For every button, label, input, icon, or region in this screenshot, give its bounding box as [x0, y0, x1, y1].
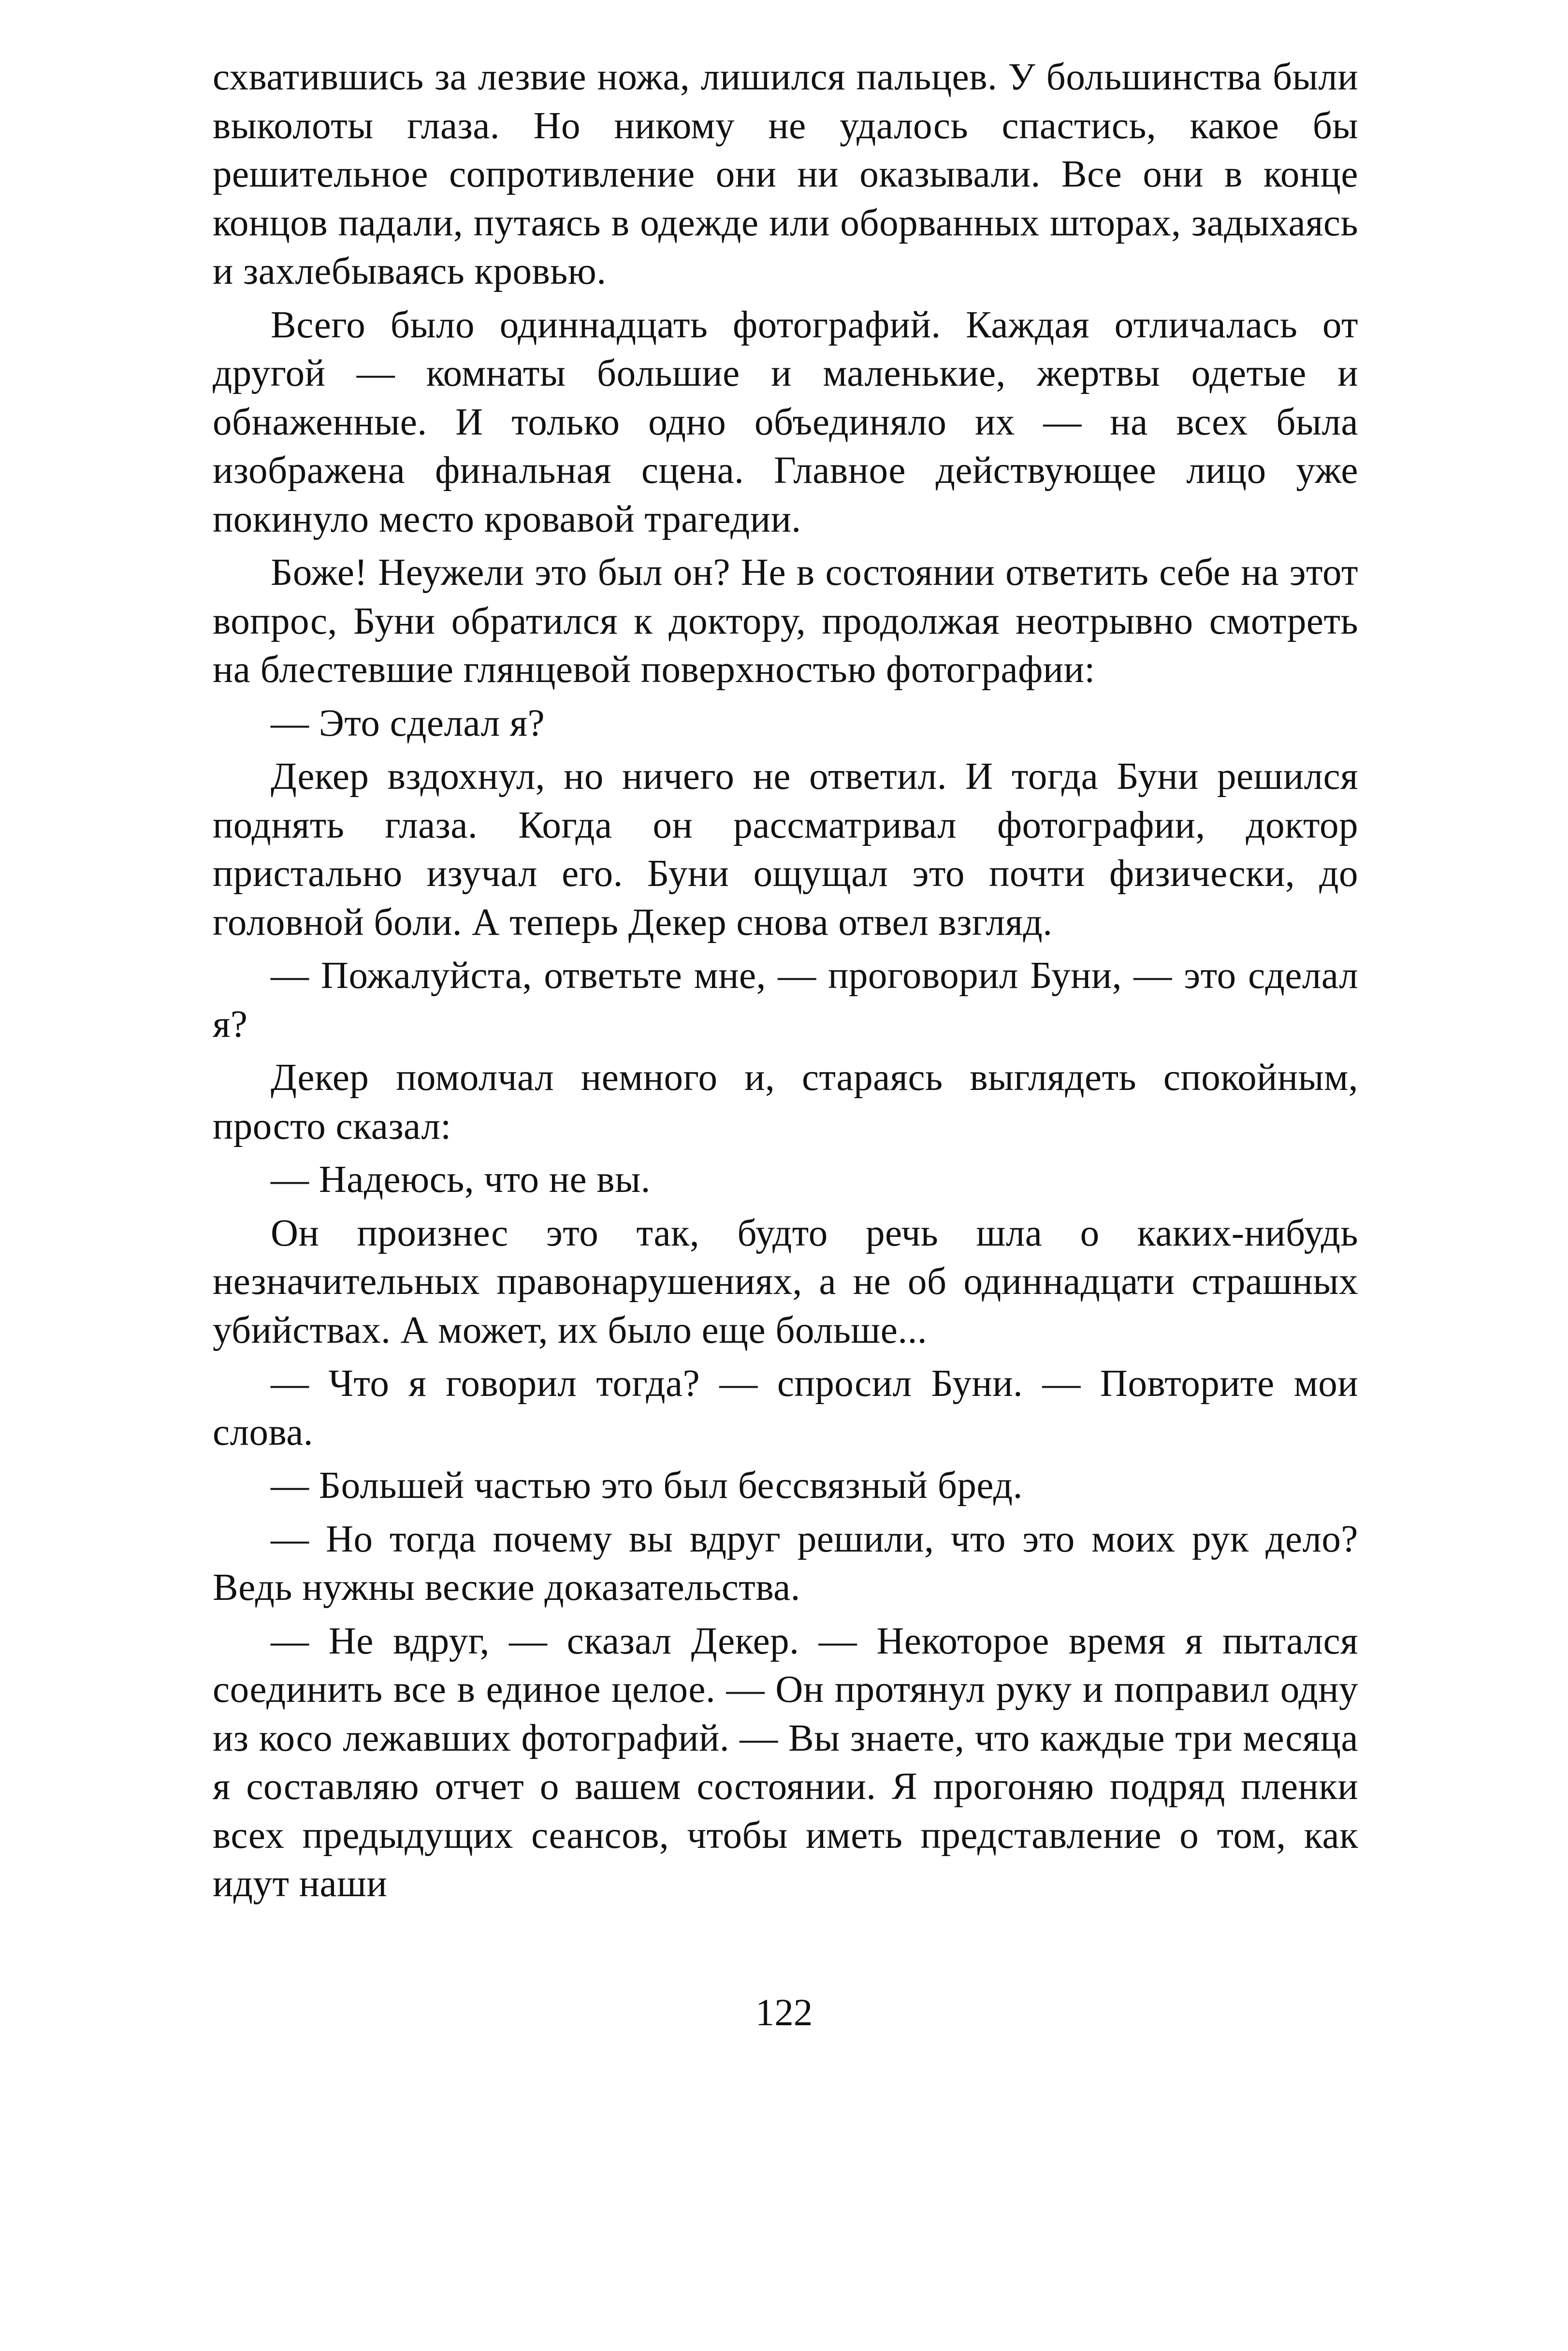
paragraph-6: — Пожалуйста, ответьте мне, — проговорил Буни, — это сделал я? [213, 955, 1358, 1045]
paragraph-13: — Не вдруг, — сказал Декер. — Некоторое время я пытался соединить все в единое целое. — Он протянул руку и поправил одну из косо лежавших фотографий. — Вы знаете, что каждые три месяца я составляю отчет о вашем состоянии. Я прогоняю подряд пленки всех предыдущих сеансов, чтобы иметь представление о том, как идут наши [213, 1620, 1358, 1905]
paragraph-8: — Надеюсь, что не вы. [271, 1159, 651, 1201]
page-number: 122 [755, 1992, 813, 2034]
body-text [213, 53, 1358, 1914]
paragraph-12: — Но тогда почему вы вдруг решили, что это моих рук дело? Ведь нужны веские доказательства. [213, 1518, 1358, 1609]
paragraph-2: Всего было одиннадцать фотографий. Каждая отличалась от другой — комнаты большие и маленькие, жертвы одетые и обнаженные. И только одно объединяло их — на всех была изображена финальная сцена. Главное действующее лицо уже покинуло место кровавой трагедии. [213, 304, 1358, 540]
paragraph-5: Декер вздохнул, но ничего не ответил. И тогда Буни решился поднять глаза. Когда он рассматривал фотографии, доктор пристально изучал его. Буни ощущал это почти физически, до головной боли. А теперь Декер снова отвел взгляд. [213, 755, 1358, 943]
paragraph-7: Декер помолчал немного и, стараясь выглядеть спокойным, просто сказал: [213, 1057, 1358, 1147]
paragraph-10: — Что я говорил тогда? — спросил Буни. — Повторите мои слова. [213, 1363, 1358, 1453]
paragraph-1: схватившись за лезвие ножа, лишился пальцев. У большинства были выколоты глаза. Но никому не удалось спастись, какое бы решительное сопротивление они ни оказывали. Все они в конце концов падали, путаясь в одежде или оборванных шторах, задыхаясь и захлебываясь кровью. [213, 56, 1358, 292]
paragraph-4: — Это сделал я? [271, 702, 545, 744]
paragraph-11: — Большей частью это был бессвязный бред. [271, 1465, 1023, 1507]
paragraph-3: Боже! Неужели это был он? Не в состоянии ответить себе на этот вопрос, Буни обратился к доктору, продолжая неотрывно смотреть на блестевшие глянцевой поверхностью фотографии: [213, 551, 1358, 691]
paragraph-9: Он произнес это так, будто речь шла о каких-нибудь незначительных правонарушениях, а не об одиннадцати страшных убийствах. А может, их было еще больше... [213, 1212, 1358, 1351]
